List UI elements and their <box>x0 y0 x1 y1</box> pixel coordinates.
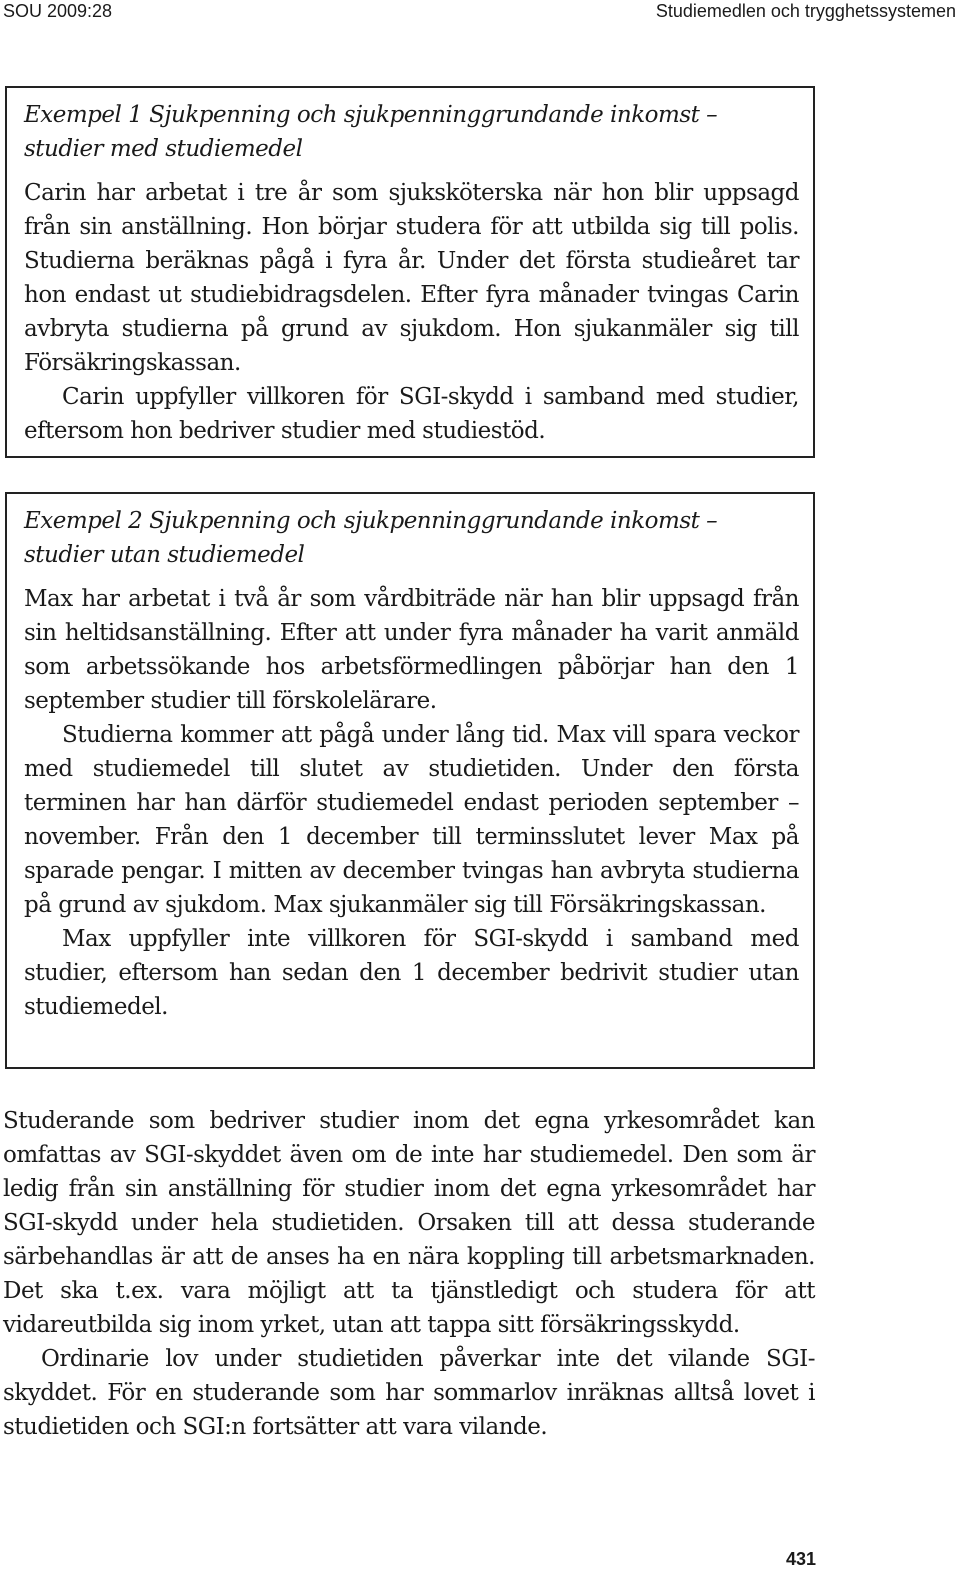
body-text <box>3 1104 815 1444</box>
example-2-paragraph-2: Studierna kommer att pågå under lång tid. Max vill spara veckor med studiemedel till slutet av studietiden. Under den första terminen har han därför studiemedel endast perioden september – november. Från den 1 december till terminsslutet lever Max på sparade pengar. I mitten av december tvingas han avbryta studierna på grund av sjukdom. Max sjukanmäler sig till Försäkringskassan. <box>24 722 799 918</box>
example-2-title: Exempel 2 Sjukpenning och sjukpenninggrundande inkomst – studier utan studiemedel <box>24 508 718 568</box>
body-paragraph-2: Ordinarie lov under studietiden påverkar inte det vilande SGI-skyddet. För en studerande som har sommarlov inräknas alltså lovet i studietiden och SGI:n fortsätter att vara vilande. <box>3 1346 815 1440</box>
page-number: 431 <box>785 1549 816 1569</box>
example-1-paragraph-2: Carin uppfyller villkoren för SGI-skydd i samband med studier, eftersom hon bedriver studier med studiestöd. <box>24 384 799 444</box>
page-header <box>0 0 960 24</box>
example-1-title: Exempel 1 Sjukpenning och sjukpenninggrundande inkomst – studier med studiemedel <box>24 102 718 162</box>
body-paragraph-1: Studerande som bedriver studier inom det egna yrkesområdet kan omfattas av SGI-skyddet även om de inte har studiemedel. Den som är ledig från sin anställning för studier inom det egna yrkesområdet har SGI-skydd under hela studietiden. Orsaken till att dessa studerande särbehandlas är att de anses ha en nära koppling till arbetsmarknaden. Det ska t.ex. vara möjligt att ta tjänstledigt och studera för att vidareutbilda sig inom yrket, utan att tappa sitt försäkringsskydd. <box>3 1108 815 1338</box>
chapter-title: Studiemedlen och trygghetssystemen <box>655 1 956 21</box>
example-2-box <box>5 492 815 1069</box>
example-2-paragraph-1: Max har arbetat i två år som vårdbiträde när han blir uppsagd från sin heltidsanställning. Efter att under fyra månader ha varit anmäld som arbetssökande hos arbetsförmedlingen påbörjar han den 1 september studier till förskolelärare. <box>24 586 799 714</box>
document-reference: SOU 2009:28 <box>3 1 113 21</box>
example-1-paragraph-1: Carin har arbetat i tre år som sjuksköterska när hon blir uppsagd från sin anställning. Hon börjar studera för att utbilda sig till polis. Studierna beräknas pågå i fyra år. Under det första studieåret tar hon endast ut studiebidragsdelen. Efter fyra månader tvingas Carin avbryta studierna på grund av sjukdom. Hon sjukanmäler sig till Försäkringskassan. <box>24 180 799 376</box>
example-1-box <box>5 86 815 458</box>
example-2-paragraph-3: Max uppfyller inte villkoren för SGI-skydd i samband med studier, eftersom han sedan den 1 december bedrivit studier utan studiemedel. <box>24 926 799 1020</box>
